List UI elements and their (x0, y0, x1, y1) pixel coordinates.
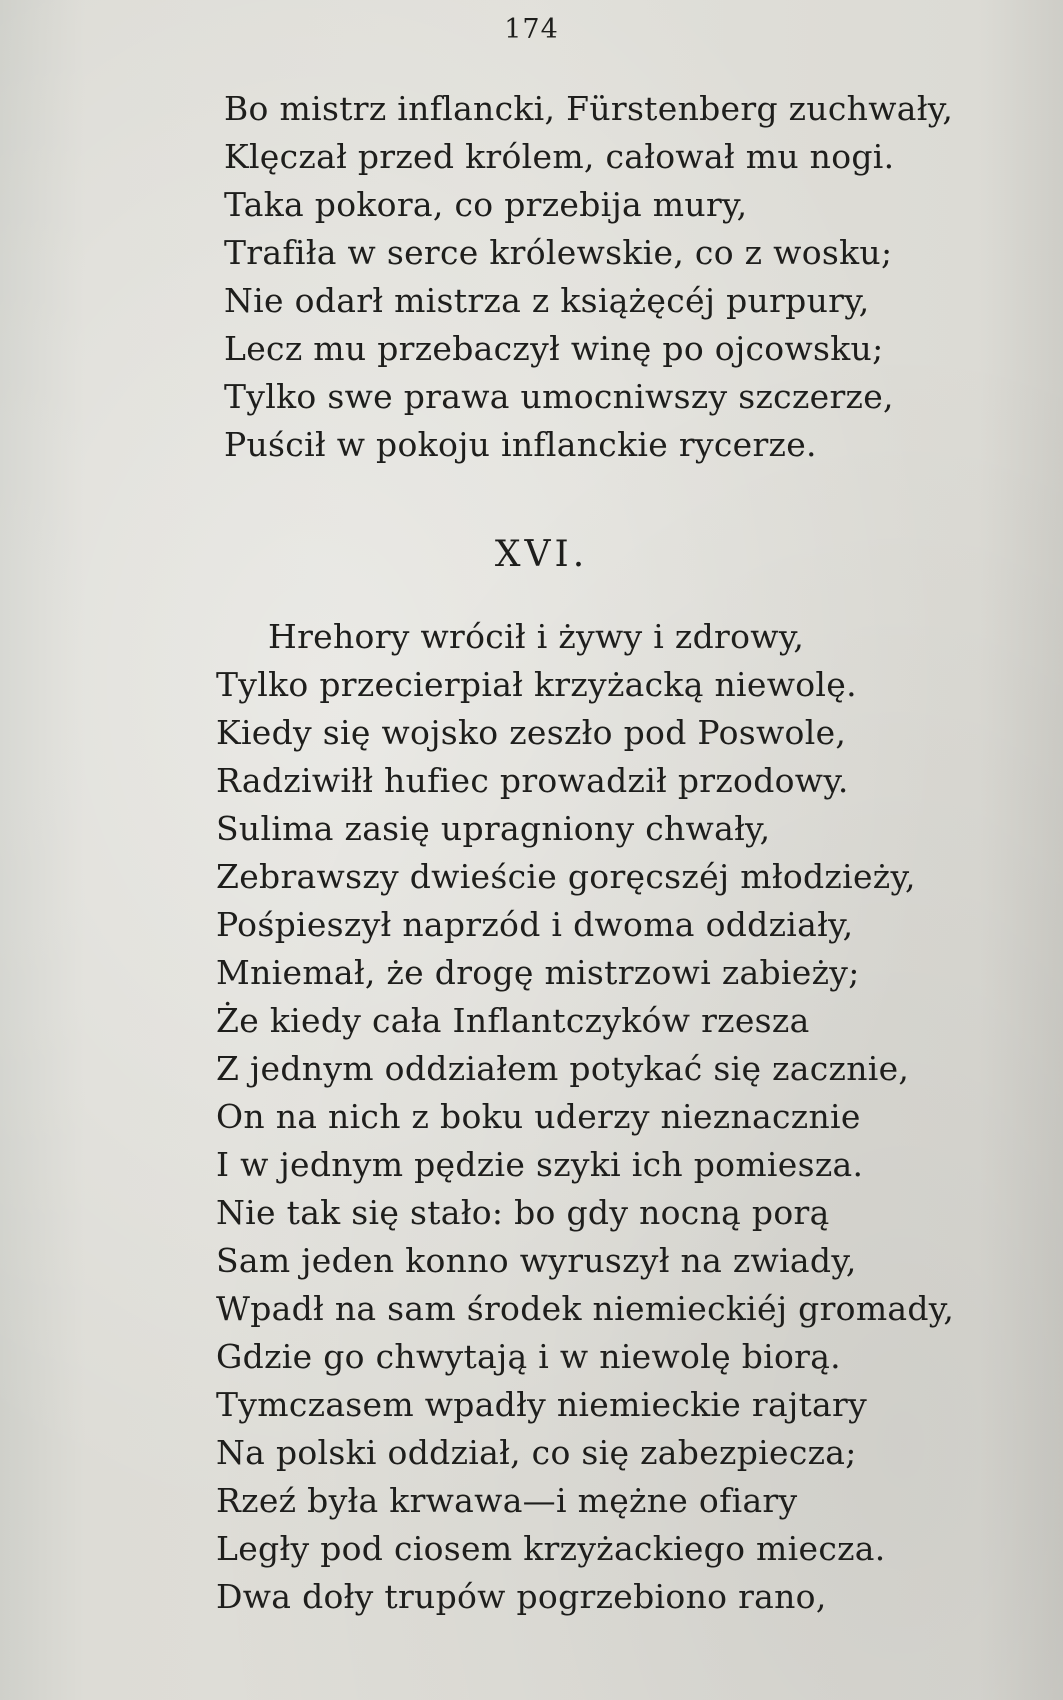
verse-line: Lecz mu przebaczył winę po ojcowsku; (224, 329, 884, 368)
stanza-2 (216, 613, 954, 1621)
verse-line: Rzeź była krwawa—i mężne ofiary (216, 1481, 798, 1520)
verse-line: Tymczasem wpadły niemieckie rajtary (216, 1385, 868, 1424)
verse-line: Trafiła w serce królewskie, co z wosku; (224, 233, 893, 272)
page-number: 174 (504, 14, 559, 45)
verse-line: Taka pokora, co przebija mury, (224, 185, 748, 224)
verse-line: Gdzie go chwytają i w niewolę biorą. (216, 1337, 841, 1376)
verse-line: Na polski oddział, co się zabezpiecza; (216, 1433, 857, 1472)
verse-line: Dwa doły trupów pogrzebiono rano, (216, 1577, 827, 1616)
verse-line: I w jednym pędzie szyki ich pomiesza. (216, 1145, 864, 1184)
verse-line: Tylko swe prawa umocniwszy szczerze, (224, 377, 894, 416)
verse-line: Puścił w pokoju inflanckie rycerze. (224, 425, 817, 464)
verse-line: Mniemał, że drogę mistrzowi zabieży; (216, 953, 860, 992)
verse-line: Sam jeden konno wyruszył na zwiady, (216, 1241, 857, 1280)
verse-line: Nie tak się stało: bo gdy nocną porą (216, 1193, 830, 1232)
section-heading: XVI. (494, 534, 589, 575)
verse-line: Radziwiłł hufiec prowadził przodowy. (216, 761, 849, 800)
stanza-1 (224, 85, 953, 469)
verse-line: Legły pod ciosem krzyżackiego miecza. (216, 1529, 886, 1568)
verse-line: Że kiedy cała Inflantczyków rzesza (216, 1001, 810, 1040)
verse-line: Bo mistrz inflancki, Fürstenberg zuchwały, (224, 89, 954, 128)
verse-line: Hrehory wrócił i żywy i zdrowy, (268, 617, 805, 656)
verse-line: Zebrawszy dwieście goręcszéj młodzieży, (216, 857, 916, 896)
verse-line: Tylko przecierpiał krzyżacką niewolę. (216, 665, 857, 704)
verse-line: Pośpieszył naprzód i dwoma oddziały, (216, 905, 854, 944)
verse-line: Z jednym oddziałem potykać się zacznie, (216, 1049, 910, 1088)
verse-line: On na nich z boku uderzy nieznacznie (216, 1097, 861, 1136)
verse-line: Klęczał przed królem, całował mu nogi. (224, 137, 895, 176)
verse-line: Sulima zasię upragniony chwały, (216, 809, 771, 848)
verse-line: Nie odarł mistrza z książęcéj purpury, (224, 281, 870, 320)
verse-line: Kiedy się wojsko zeszło pod Poswole, (216, 713, 847, 752)
verse-line: Wpadł na sam środek niemieckiéj gromady, (216, 1289, 955, 1328)
